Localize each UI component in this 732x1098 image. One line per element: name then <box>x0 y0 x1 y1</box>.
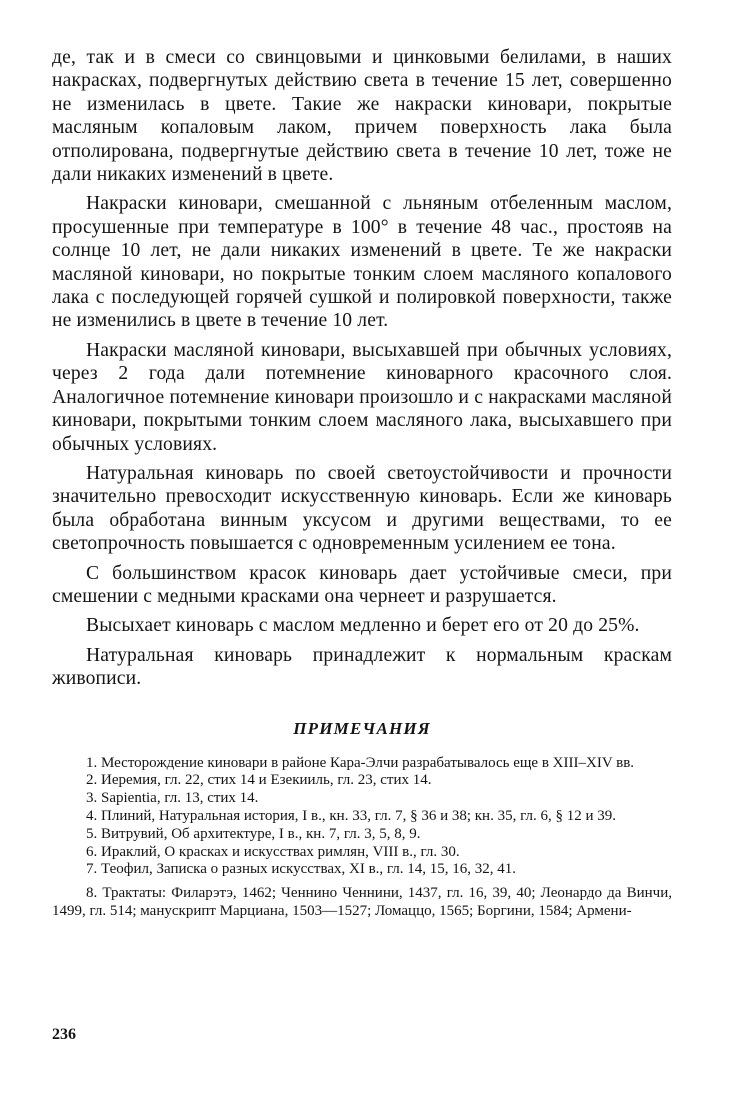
note-8: 8. Трактаты: Филарэтэ, 1462; Ченнино Ченнини, 1437, гл. 16, 39, 40; Леонардо да Винчи, 1499, гл. 514; манускрипт Марциана, 1503—1527; Ломаццо, 1565; Боргини, 1584; Армени- <box>52 885 672 919</box>
note-4: 4. Плиний, Натуральная история, I в., кн. 33, гл. 7, § 36 и 38; кн. 35, гл. 6, § 12 и 39. <box>86 807 616 824</box>
note-6: 6. Ираклий, О красках и искусствах римлян, VIII в., гл. 30. <box>86 843 460 860</box>
page-body <box>52 46 672 921</box>
paragraph-1: де, так и в смеси со свинцовыми и цинковыми белилами, в наших накрасках, подвергнутых действию света в течение 15 лет, совершенно не изменилась в цвете. Такие же накраски киновари, покрытые масляным копаловым лаком, причем поверхность лака была отполирована, подвергнутые действию света в течение 10 лет, тоже не дали никаких изменений в цвете. <box>52 47 672 186</box>
note-7: 7. Теофил, Записка о разных искусствах, XI в., гл. 14, 15, 16, 32, 41. <box>86 861 517 878</box>
paragraph-2: Накраски киновари, смешанной с льняным отбеленным маслом, просушенные при температуре в 100° в течение 48 час., простояв на солнце 10 лет, не дали никаких изменений в цвете. Те же накраски масляной киновари, но покрытые тонким слоем масляного копалового лака с последующей горячей сушкой и полировкой поверхности, также не изменились в цвете в течение 10 лет. <box>52 193 672 332</box>
paragraph-7: Натуральная киноварь принадлежит к нормальным краскам живописи. <box>52 644 672 690</box>
paragraph-3: Накраски масляной киновари, высыхавшей при обычных условиях, через 2 года дали потемнение киноварного красочного слоя. Аналогичное потемнение киновари произошло и с накрасками масляной киновари, покрытыми тонким слоем масляного лака, высыхавшего при обычных условиях. <box>52 339 672 455</box>
notes-heading: ПРИМЕЧАНИЯ <box>293 718 431 738</box>
note-5: 5. Витрувий, Об архитектуре, I в., кн. 7, гл. 3, 5, 8, 9. <box>86 825 421 842</box>
note-1: 1. Месторождение киновари в районе Кара-Элчи разрабатывалось еще в XIII–XIV вв. <box>86 754 635 771</box>
page-number: 236 <box>52 1026 76 1043</box>
paragraph-5: С большинством красок киноварь дает устойчивые смеси, при смешении с медными красками она чернеет и разрушается. <box>52 562 672 607</box>
note-3: 3. Sapientia, гл. 13, стих 14. <box>86 790 259 807</box>
note-2: 2. Иеремия, гл. 22, стих 14 и Езекииль, гл. 23, стих 14. <box>86 772 432 789</box>
paragraph-4: Натуральная киноварь по своей светоустойчивости и прочности значительно превосходит искусственную киноварь. Если же киноварь была обработана винным уксусом и другими веществами, то ее светопрочность повышается с одновременным усилением ее тона. <box>52 462 672 555</box>
paragraph-6: Высыхает киноварь с маслом медленно и берет его от 20 до 25%. <box>86 615 640 637</box>
